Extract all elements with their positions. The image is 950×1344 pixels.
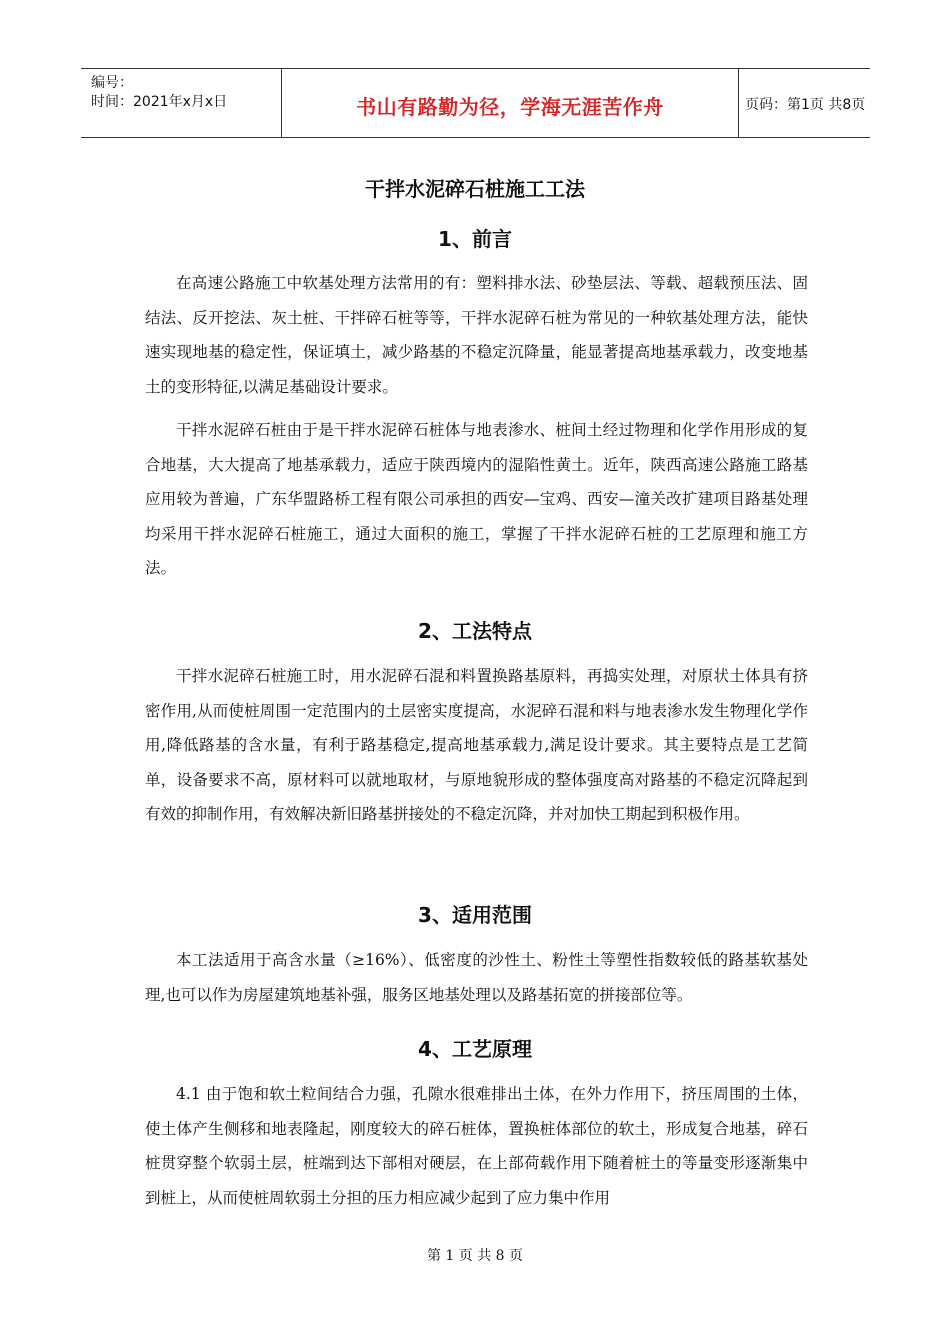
section-heading-2: 2、工法特点 — [418, 619, 532, 643]
document-number-label: 编号： — [91, 75, 133, 91]
paragraph: 4.1 由于饱和软土粒间结合力强，孔隙水很难排出土体，在外力作用下，挤压周围的土体，使土体产生侧移和地表隆起，刚度较大的碎石桩体，置换桩体部位的软土，形成复合地基，碎石桩贯穿整个软弱土层，桩端到达下部相对硬层，在上部荷载作用下随着桩土的等量变形逐渐集中到桩上，从而使桩周软弱土分担的压力相应减少起到了应力集中作用 — [145, 1085, 808, 1207]
page-footer: 第 1 页 共 8 页 — [426, 1248, 524, 1264]
document-title: 干拌水泥碎石桩施工工法 — [365, 177, 585, 201]
section-heading-1: 1、前言 — [438, 227, 512, 251]
section-heading-4: 4、工艺原理 — [418, 1037, 532, 1061]
paragraph: 本工法适用于高含水量（≥16%）、低密度的沙性土、粉性土等塑性指数较低的路基软基处理,也可以作为房屋建筑地基补强，服务区地基处理以及路基拓宽的拼接部位等。 — [145, 951, 808, 1004]
paragraph: 干拌水泥碎石桩施工时，用水泥碎石混和料置换路基原料，再捣实处理，对原状土体具有挤密作用,从而使桩周围一定范围内的土层密实度提高，水泥碎石混和料与地表渗水发生物理化学作用,降低路基的含水量，有利于路基稳定,提高地基承载力,满足设计要求。其主要特点是工艺简单，设备要求不高，原材料可以就地取材，与原地貌形成的整体强度高对路基的不稳定沉降起到有效的抑制作用，有效解决新旧路基拼接处的不稳定沉降，并对加快工期起到积极作用。 — [145, 667, 808, 823]
paragraph: 在高速公路施工中软基处理方法常用的有：塑料排水法、砂垫层法、等载、超载预压法、固结法、反开挖法、灰土桩、干拌碎石桩等等，干拌水泥碎石桩为常见的一种软基处理方法，能快速实现地基的稳定性，保证填土，减少路基的不稳定沉降量，能显著提高地基承载力，改变地基土的变形特征,以满足基础设计要求。 — [145, 274, 808, 396]
header-page-code: 页码：第1页 共8页 — [745, 97, 866, 113]
document-header — [81, 68, 870, 138]
header-left-cell — [81, 69, 281, 137]
header-motto-cell — [281, 69, 739, 137]
section-heading-3: 3、适用范围 — [418, 903, 532, 927]
header-motto: 书山有路勤为径，学海无涯苦作舟 — [356, 95, 664, 119]
header-page-cell — [739, 69, 870, 137]
document-time-label: 时间：2021年x月x日 — [91, 94, 228, 110]
paragraph: 干拌水泥碎石桩由于是干拌水泥碎石桩体与地表渗水、桩间土经过物理和化学作用形成的复合地基，大大提高了地基承载力，适应于陕西境内的湿陷性黄土。近年，陕西高速公路施工路基应用较为普遍，广东华盟路桥工程有限公司承担的西安—宝鸡、西安—潼关改扩建项目路基处理均采用干拌水泥碎石桩施工，通过大面积的施工，掌握了干拌水泥碎石桩的工艺原理和施工方法。 — [145, 421, 808, 577]
